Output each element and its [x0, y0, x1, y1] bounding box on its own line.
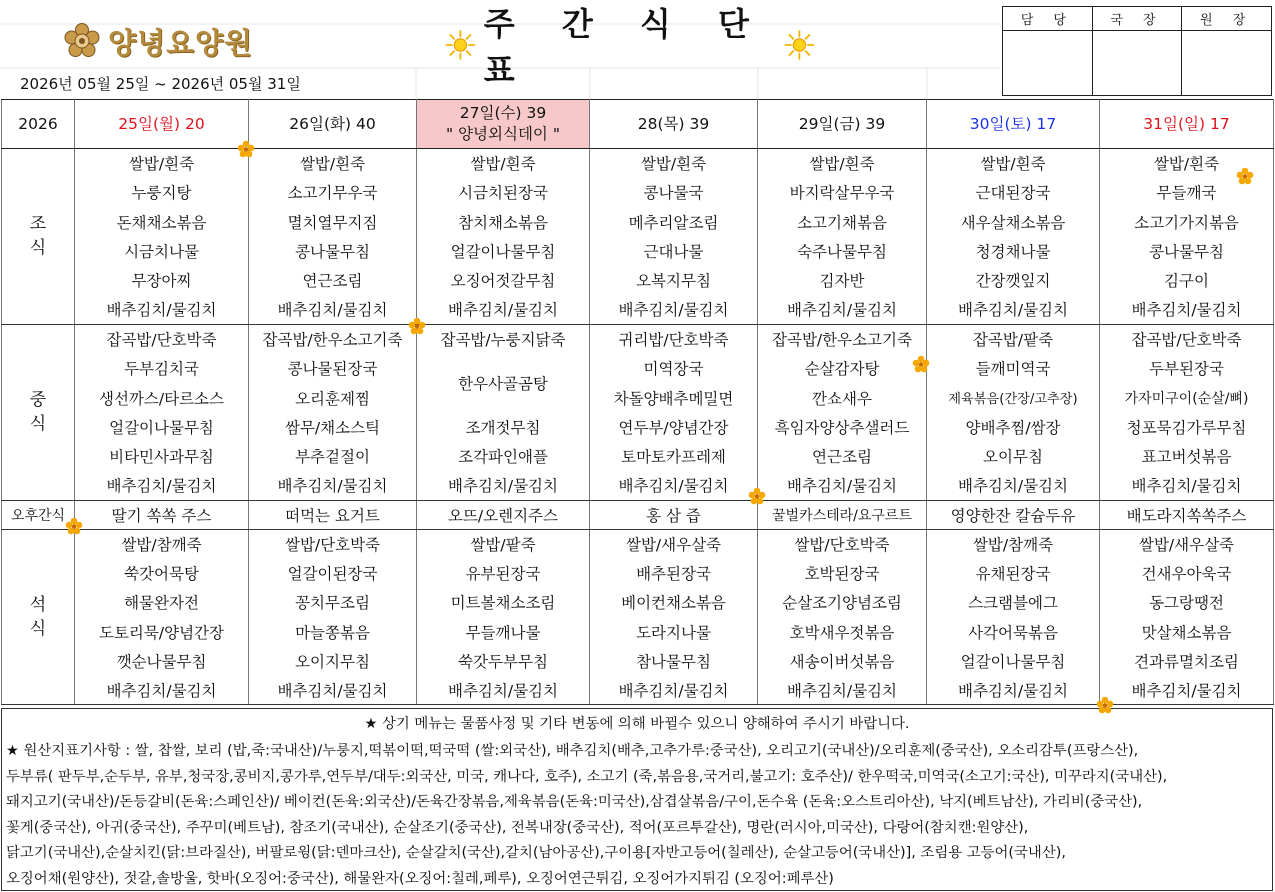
lunch-label: 중 식	[2, 324, 75, 500]
menu-cell: 배추김치/물김치	[249, 471, 417, 500]
title-block	[445, 5, 815, 89]
flower-icon	[1236, 167, 1254, 185]
menu-cell: 쌀밥/흰죽	[927, 149, 1100, 178]
menu-cell: 잡곡밥/누룽지닭죽	[417, 324, 590, 353]
menu-cell: 오복지무침	[590, 266, 758, 295]
dinner-row	[2, 588, 1274, 617]
menu-cell: 간장깻잎지	[927, 266, 1100, 295]
menu-cell: 배추김치/물김치	[590, 295, 758, 324]
menu-cell: 두부김치국	[75, 354, 249, 383]
menu-cell: 두부된장국	[1100, 354, 1274, 383]
menu-cell: 쌀밥/새우살죽	[590, 529, 758, 558]
menu-cell: 메추리알조림	[590, 207, 758, 236]
menu-cell-merged: 한우사골곰탕	[417, 354, 590, 413]
origin-line: 오징어채(원양산), 젓갈,솔방울, 핫바(오징어:중국산), 해물완자(오징어:칠레,페루), 오징어연근튀김, 오징어가지튀김 (오징어:페루산)	[6, 870, 834, 887]
menu-cell: 쑥갓어묵탕	[75, 558, 249, 587]
menu-cell: 새송이버섯볶음	[758, 646, 927, 675]
lunch-row	[2, 324, 1274, 353]
menu-cell: 떠먹는 요거트	[249, 500, 417, 529]
flower-icon	[1096, 696, 1114, 714]
day-header-sun: 31일(일) 17	[1100, 100, 1274, 149]
menu-cell: 쌀밥/새우살죽	[1100, 529, 1274, 558]
dinner-row	[2, 558, 1274, 587]
approval-label-head: 원 장	[1182, 7, 1272, 31]
menu-cell: 사각어묵볶음	[927, 617, 1100, 646]
menu-cell: 배추김치/물김치	[758, 471, 927, 500]
menu-cell: 무들깨나물	[417, 617, 590, 646]
menu-cell: 잡곡밥/단호박죽	[1100, 324, 1274, 353]
approval-sign-staff[interactable]	[1003, 31, 1093, 96]
day-header-tue: 26일(화) 40	[249, 100, 417, 149]
menu-cell: 누룽지탕	[75, 178, 249, 207]
origin-line: 두부류( 판두부,순두부, 유부,청국장,콩비지,콩가루,연두부/대두:외국산, 미국, 캐나다, 호주), 소고기 (죽,볶음용,국거리,불고기: 호주산)/ 한우떡국,미역국(소고기:국산), 미꾸라지(국내산),	[6, 768, 1168, 785]
menu-cell: 쌀밥/참깨죽	[75, 529, 249, 558]
menu-cell: 해물완자전	[75, 588, 249, 617]
menu-cell: 콩나물된장국	[249, 354, 417, 383]
breakfast-row	[2, 149, 1274, 178]
menu-cell: 딸기 쏙쏙 주스	[75, 500, 249, 529]
menu-cell: 제육볶음(간장/고추장)	[927, 383, 1100, 412]
lunch-row	[2, 441, 1274, 470]
sun-icon	[784, 26, 815, 64]
menu-cell: 배도라지쏙쏙주스	[1100, 500, 1274, 529]
menu-cell: 생선까스/타르소스	[75, 383, 249, 412]
origin-line: 닭고기(국내산),순살치킨(닭:브라질산), 버팔로윙(닭:덴마크산), 순살갈치(국산),갈치(남아공산),구이용[자반고등어(칠레산), 순살고등어(국내산)], 조림용 고등어(국내산),	[6, 845, 1066, 862]
menu-cell: 김구이	[1100, 266, 1274, 295]
approval-label-staff: 담 당	[1003, 7, 1093, 31]
menu-cell: 잡곡밥/한우소고기죽	[758, 324, 927, 353]
menu-cell: 오이지무침	[249, 646, 417, 675]
breakfast-label: 조 식	[2, 149, 75, 325]
change-notice: ★ 상기 메뉴는 물품사정 및 기타 변동에 의해 바뀔수 있으니 양해하여 주시기 바랍니다.	[364, 716, 910, 732]
dinner-row	[2, 529, 1274, 558]
menu-cell: 흑임자양상추샐러드	[758, 412, 927, 441]
menu-cell: 배추김치/물김치	[758, 676, 927, 705]
breakfast-row	[2, 236, 1274, 265]
snack-row	[2, 500, 1274, 529]
menu-cell: 청경채나물	[927, 236, 1100, 265]
menu-cell: 홍 삼 즙	[590, 500, 758, 529]
menu-cell: 배추김치/물김치	[75, 295, 249, 324]
day-header-thu: 28(목) 39	[590, 100, 758, 149]
menu-cell: 건새우아욱국	[1100, 558, 1274, 587]
menu-cell: 배추김치/물김치	[758, 295, 927, 324]
menu-cell: 호박새우젓볶음	[758, 617, 927, 646]
dinner-row	[2, 617, 1274, 646]
flower-icon	[237, 140, 255, 158]
menu-cell: 배추김치/물김치	[417, 295, 590, 324]
lunch-row	[2, 383, 1274, 412]
menu-cell: 미역장국	[590, 354, 758, 383]
approval-sign-head[interactable]	[1182, 31, 1272, 96]
day-header-wed-label: 27일(수) 39	[459, 104, 547, 122]
origin-line: 돼지고기(국내산)/돈등갈비(돈육:스페인산)/ 베이컨(돈육:외국산)/돈육간장볶음,제육볶음(돈육:미국산),삼겹살볶음/구이,돈수육 (돈육:오스트리아산), 낙지(베트남산), 가리비(중국산),	[6, 794, 1143, 811]
day-header-sat: 30일(토) 17	[927, 100, 1100, 149]
menu-cell: 근대된장국	[927, 178, 1100, 207]
menu-cell: 참나물무침	[590, 646, 758, 675]
menu-cell: 쌀밥/참깨죽	[927, 529, 1100, 558]
menu-cell: 맛살채소볶음	[1100, 617, 1274, 646]
menu-cell: 배추김치/물김치	[249, 295, 417, 324]
menu-cell: 쌀밥/흰죽	[249, 149, 417, 178]
menu-cell: 연두부/양념간장	[590, 412, 758, 441]
menu-cell: 동그랑땡전	[1100, 588, 1274, 617]
logo-text: 양녕요양원	[108, 25, 254, 60]
menu-cell: 깐쇼새우	[758, 383, 927, 412]
day-header-mon: 25일(월) 20	[75, 100, 249, 149]
menu-cell: 미트볼채소조림	[417, 588, 590, 617]
breakfast-row	[2, 266, 1274, 295]
breakfast-row	[2, 295, 1274, 324]
menu-cell: 토마토카프레제	[590, 441, 758, 470]
sun-icon	[445, 26, 476, 64]
menu-cell: 배추김치/물김치	[249, 676, 417, 705]
menu-cell: 꿀벌카스테라/요구르트	[758, 500, 927, 529]
origin-line: 꽃게(중국산), 아귀(중국산), 주꾸미(베트남), 참조기(국내산), 순살조기(중국산), 전복내장(중국산), 적어(포르투갈산), 명란(러시아,미국산), 다랑어(참치캔:원양산),	[6, 819, 1029, 836]
lunch-row	[2, 471, 1274, 500]
menu-cell: 콩나물무침	[249, 236, 417, 265]
menu-cell: 베이컨채소볶음	[590, 588, 758, 617]
day-header-row	[2, 100, 1274, 149]
menu-cell: 쌀밥/흰죽	[758, 149, 927, 178]
menu-cell: 마늘쫑볶음	[249, 617, 417, 646]
menu-cell: 꽁치무조림	[249, 588, 417, 617]
menu-cell: 배추김치/물김치	[75, 676, 249, 705]
menu-cell: 잡곡밥/단호박죽	[75, 324, 249, 353]
menu-cell: 조개젓무침	[417, 412, 590, 441]
menu-cell: 쌀밥/단호박죽	[758, 529, 927, 558]
menu-cell: 배추김치/물김치	[590, 676, 758, 705]
origin-notes	[1, 708, 1273, 891]
menu-cell: 잡곡밥/팥죽	[927, 324, 1100, 353]
menu-cell: 얼갈이나물무침	[75, 412, 249, 441]
menu-cell: 얼갈이된장국	[249, 558, 417, 587]
menu-cell: 차돌양배추메밀면	[590, 383, 758, 412]
flower-icon	[748, 487, 766, 505]
menu-cell: 배추김치/물김치	[1100, 676, 1274, 705]
menu-cell: 배추김치/물김치	[927, 471, 1100, 500]
day-header-wed	[417, 100, 590, 149]
menu-cell: 도라지나물	[590, 617, 758, 646]
menu-cell: 오뜨/오렌지주스	[417, 500, 590, 529]
menu-cell: 쑥갓두부무침	[417, 646, 590, 675]
flower-icon	[65, 517, 83, 535]
menu-cell: 순살조기양념조림	[758, 588, 927, 617]
menu-cell: 소고기가지볶음	[1100, 207, 1274, 236]
menu-cell: 연근조림	[758, 441, 927, 470]
menu-cell: 영양한잔 칼슘두유	[927, 500, 1100, 529]
menu-cell: 배추김치/물김치	[417, 471, 590, 500]
facility-logo	[62, 20, 253, 62]
menu-cell: 배추김치/물김치	[1100, 295, 1274, 324]
menu-cell: 오리훈제찜	[249, 383, 417, 412]
approval-label-director: 국 장	[1092, 7, 1182, 31]
menu-cell: 깻순나물무침	[75, 646, 249, 675]
breakfast-row	[2, 207, 1274, 236]
menu-cell: 유채된장국	[927, 558, 1100, 587]
menu-cell: 스크램블에그	[927, 588, 1100, 617]
menu-cell: 얼갈이나물무침	[927, 646, 1100, 675]
menu-cell: 배추김치/물김치	[1100, 471, 1274, 500]
menu-cell: 귀리밥/단호박죽	[590, 324, 758, 353]
menu-cell: 호박된장국	[758, 558, 927, 587]
menu-cell: 쌀밥/흰죽	[75, 149, 249, 178]
menu-cell: 콩나물국	[590, 178, 758, 207]
menu-cell: 오징어젓갈무침	[417, 266, 590, 295]
menu-cell: 가자미구이(순살/뼈)	[1100, 383, 1274, 412]
menu-cell: 청포묵김가루무침	[1100, 412, 1274, 441]
menu-cell: 배추김치/물김치	[75, 471, 249, 500]
menu-cell: 도토리묵/양념간장	[75, 617, 249, 646]
menu-cell: 무장아찌	[75, 266, 249, 295]
dinner-label: 석 식	[2, 529, 75, 705]
menu-cell: 양배추찜/쌈장	[927, 412, 1100, 441]
menu-cell: 바지락살무우국	[758, 178, 927, 207]
menu-cell: 참치채소볶음	[417, 207, 590, 236]
menu-cell: 시금치된장국	[417, 178, 590, 207]
day-header-wed-event: " 양녕외식데이 "	[446, 125, 560, 143]
menu-cell: 소고기무우국	[249, 178, 417, 207]
menu-cell: 쌈무/채소스틱	[249, 412, 417, 441]
menu-cell: 근대나물	[590, 236, 758, 265]
menu-cell: 김자반	[758, 266, 927, 295]
menu-cell: 얼갈이나물무침	[417, 236, 590, 265]
breakfast-row	[2, 178, 1274, 207]
dinner-row	[2, 646, 1274, 675]
lunch-row	[2, 412, 1274, 441]
approval-sign-director[interactable]	[1092, 31, 1182, 96]
menu-cell: 멸치열무지짐	[249, 207, 417, 236]
year-cell: 2026	[2, 100, 75, 149]
menu-cell: 돈채채소볶음	[75, 207, 249, 236]
flower-icon	[912, 355, 930, 373]
menu-cell: 조각파인애플	[417, 441, 590, 470]
menu-cell: 쌀밥/흰죽	[1100, 149, 1274, 178]
snack-label: 오후간식	[2, 500, 75, 529]
menu-cell: 연근조림	[249, 266, 417, 295]
page-title: 주 간 식 단 표	[483, 5, 767, 89]
menu-cell: 비타민사과무침	[75, 441, 249, 470]
menu-cell: 시금치나물	[75, 236, 249, 265]
menu-cell: 콩나물무침	[1100, 236, 1274, 265]
menu-cell: 배추김치/물김치	[417, 676, 590, 705]
menu-cell: 소고기채볶음	[758, 207, 927, 236]
day-header-fri: 29일(금) 39	[758, 100, 927, 149]
menu-cell: 새우살채소볶음	[927, 207, 1100, 236]
menu-cell: 배추김치/물김치	[927, 676, 1100, 705]
origin-line: ★ 원산지표기사항 : 쌀, 찹쌀, 보리 (밥,죽:국내산)/누룽지,떡볶이떡,떡국떡 (쌀:외국산), 배추김치(배추,고추가루:중국산), 오리고기(국내산)/오리훈제(중국산), 오소리감투(프랑스산),	[6, 743, 1139, 759]
menu-cell: 유부된장국	[417, 558, 590, 587]
menu-cell: 견과류멸치조림	[1100, 646, 1274, 675]
menu-cell: 들깨미역국	[927, 354, 1100, 383]
approval-box	[1002, 6, 1272, 96]
weekly-menu-table	[1, 99, 1274, 705]
menu-cell: 배추된장국	[590, 558, 758, 587]
menu-cell: 순살감자탕	[758, 354, 927, 383]
menu-cell: 잡곡밥/한우소고기죽	[249, 324, 417, 353]
menu-cell: 부추겉절이	[249, 441, 417, 470]
page-header	[0, 0, 1275, 98]
menu-cell: 쌀밥/팥죽	[417, 529, 590, 558]
menu-cell: 표고버섯볶음	[1100, 441, 1274, 470]
menu-cell: 쌀밥/흰죽	[590, 149, 758, 178]
lunch-row	[2, 354, 1274, 383]
dinner-row	[2, 676, 1274, 705]
menu-cell: 쌀밥/흰죽	[417, 149, 590, 178]
menu-cell: 무들깨국	[1100, 178, 1274, 207]
flower-icon	[408, 317, 426, 335]
menu-cell: 배추김치/물김치	[590, 471, 758, 500]
menu-cell: 배추김치/물김치	[927, 295, 1100, 324]
date-range: 2026년 05월 25일 ~ 2026년 05월 31일	[20, 75, 301, 93]
flower-emblem-icon	[62, 21, 102, 61]
menu-cell: 쌀밥/단호박죽	[249, 529, 417, 558]
menu-cell: 오이무침	[927, 441, 1100, 470]
menu-cell: 숙주나물무침	[758, 236, 927, 265]
